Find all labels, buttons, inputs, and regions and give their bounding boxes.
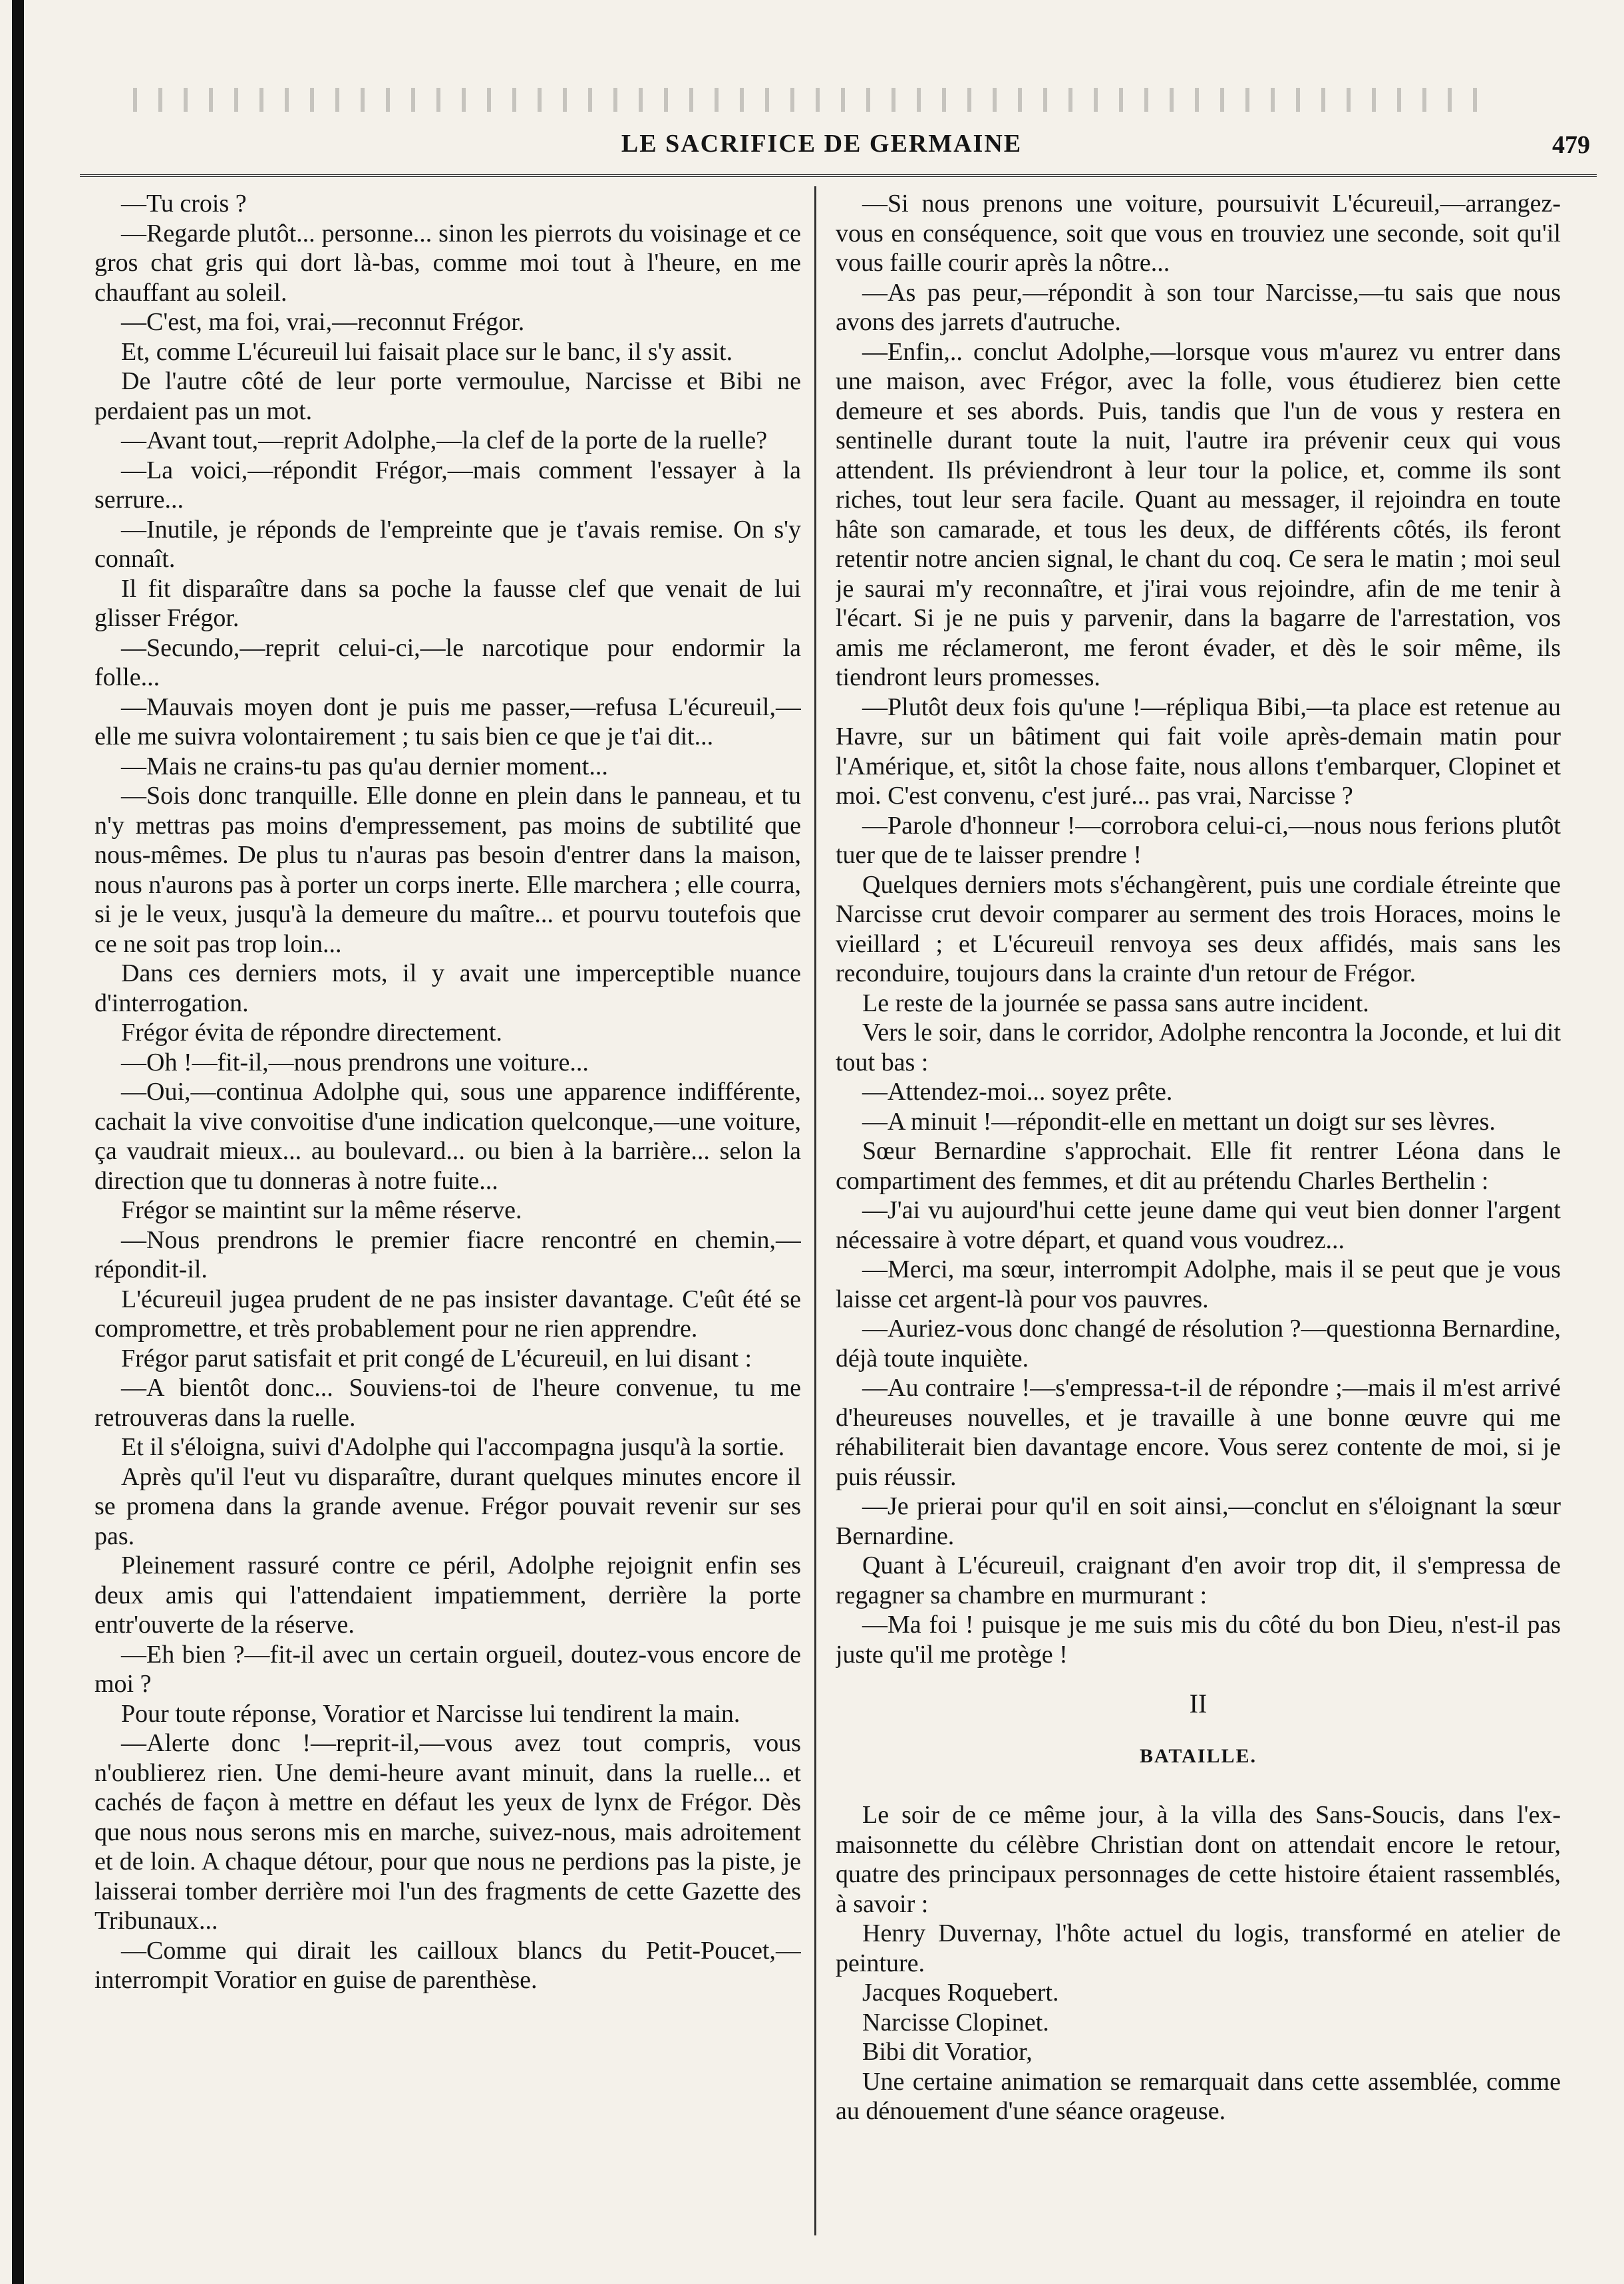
chapter-body bbox=[836, 1800, 1561, 1978]
paragraph: Pour toute réponse, Voratior et Narcisse lui tendirent la main. bbox=[121, 1699, 740, 1728]
paragraph: —Si nous prenons une voiture, poursuivit L'écureuil,—arrangez-vous en conséquence, soit que vous en trouviez une seconde, soit qu'il vous faille courir après la nôtre... bbox=[836, 190, 1561, 277]
paragraph: Jacques Roquebert. bbox=[862, 1979, 1059, 2007]
paragraph: —As pas peur,—répondit à son tour Narcisse,—tu sais que nous avons des jarrets d'autruche. bbox=[836, 278, 1561, 336]
paragraph: Bibi dit Voratior, bbox=[862, 2038, 1033, 2066]
paragraph: —Au contraire !—s'empressa-t-il de répondre ;—mais il m'est arrivé d'heureuses nouvelles, et je travaille à une bonne œuvre qui me réhabiliterait bien davantage encore. Vous serez contente de moi, si je puis réussir. bbox=[836, 1374, 1561, 1491]
paragraph: L'écureuil jugea prudent de ne pas insister davantage. C'eût été se compromettre, et très probablement pour ne rien apprendre. bbox=[94, 1285, 801, 1343]
page-edge-shadow bbox=[12, 0, 24, 2284]
right-column-body bbox=[836, 189, 1561, 1669]
paragraph: —Eh bien ?—fit-il avec un certain orgueil, doutez-vous encore de moi ? bbox=[94, 1640, 801, 1698]
paragraph: Quelques derniers mots s'échangèrent, puis une cordiale étreinte que Narcisse crut devoir comparer au serment des trois Horaces, moins le vieillard ; et L'écureuil renvoya ses deux affidés, mais sans les reconduire, toujours dans la crainte d'un retour de Frégor. bbox=[836, 870, 1561, 987]
paragraph: —Attendez-moi... soyez prête. bbox=[862, 1078, 1173, 1106]
paragraph: —Oh !—fit-il,—nous prendrons une voiture... bbox=[121, 1048, 589, 1076]
paragraph: —Regarde plutôt... personne... sinon les pierrots du voisinage et ce gros chat gris qui dort là-bas, comme moi tout à l'heure, en me chauffant au soleil. bbox=[94, 219, 801, 307]
paragraph: —J'ai vu aujourd'hui cette jeune dame qui veut bien donner l'argent nécessaire à votre départ, et quand vous voudrez... bbox=[836, 1196, 1561, 1254]
paragraph: De l'autre côté de leur porte vermoulue, Narcisse et Bibi ne perdaient pas un mot. bbox=[94, 367, 801, 425]
paragraph: —Nous prendrons le premier fiacre rencontré en chemin,—répondit-il. bbox=[94, 1225, 801, 1283]
paragraph: —Sois donc tranquille. Elle donne en plein dans le panneau, et tu n'y mettras pas moins d'empressement, pas moins de subtilité que nous-mêmes. De plus tu n'auras pas besoin d'entrer dans la maison, nous n'aurons pas à porter un corps inerte. Elle marchera ; elle courra, si je le veux, jusqu'à la demeure du maître... et pourvu toutefois que ce ne soit pas trop loin... bbox=[94, 782, 801, 958]
page-number: 479 bbox=[1552, 131, 1590, 159]
paragraph: Henry Duvernay, l'hôte actuel du logis, transformé en atelier de peinture. bbox=[836, 1919, 1561, 1977]
closing-paragraph: Une certaine animation se remarquait dans cette assemblée, comme au dénouement d'une séance orageuse. bbox=[836, 2067, 1561, 2125]
paragraph: —Auriez-vous donc changé de résolution ?—questionna Bernardine, déjà toute inquiète. bbox=[836, 1315, 1561, 1373]
paragraph: Il fit disparaître dans sa poche la fausse clef que venait de lui glisser Frégor. bbox=[94, 574, 801, 632]
character-list bbox=[836, 1978, 1561, 2067]
paragraph: Le reste de la journée se passa sans autre incident. bbox=[862, 989, 1369, 1017]
paragraph: —La voici,—répondit Frégor,—mais comment l'essayer à la serrure... bbox=[94, 456, 801, 514]
paragraph: —Enfin,.. conclut Adolphe,—lorsque vous m'aurez vu entrer dans une maison, avec Frégor, avec la folle, vous étudierez bien cette demeure et ses abords. Puis, tandis que l'un de vous y restera en sentinelle durant toute la nuit, l'autre ira prévenir ceux qui vous attendent. Ils préviendront à leur tour la police, et, comme ils sont riches, tout leur sera facile. Quant au messager, il rejoindra en toute hâte son camarade, et tous les deux, de différents côtés, ils feront retentir notre ancien signal, le chant du coq. Ce sera le matin ; moi seul je saurai m'y reconnaître, et j'irai vous rejoindre, afin de me tenir à l'écart. Si je ne puis y parvenir, dans la bagarre de l'arrestation, vos amis me réclameront, me feront évader, et dès le soir même, ils tiendront leurs promesses. bbox=[836, 337, 1561, 691]
paragraph: Le soir de ce même jour, à la villa des Sans-Soucis, dans l'ex-maisonnette du célèbre Christian dont on attendait encore le retour, quatre des principaux personnages de cette histoire étaient rassemblés, à savoir : bbox=[836, 1801, 1561, 1918]
paragraph: Frégor évita de répondre directement. bbox=[121, 1019, 502, 1047]
paragraph: —Parole d'honneur !—corrobora celui-ci,—nous nous ferions plutôt tuer que de te laisser prendre ! bbox=[836, 811, 1561, 869]
paragraph: —A minuit !—répondit-elle en mettant un doigt sur ses lèvres. bbox=[862, 1107, 1496, 1136]
paragraph: Sœur Bernardine s'approchait. Elle fit rentrer Léona dans le compartiment des femmes, et dit au prétendu Charles Berthelin : bbox=[836, 1137, 1561, 1195]
paragraph: —A bientôt donc... Souviens-toi de l'heure convenue, tu me retrouveras dans la ruelle. bbox=[94, 1374, 801, 1432]
paragraph: Après qu'il l'eut vu disparaître, durant quelques minutes encore il se promena dans la grande avenue. Frégor pouvait revenir sur ses pas. bbox=[94, 1462, 801, 1550]
paragraph: Et il s'éloigna, suivi d'Adolphe qui l'accompagna jusqu'à la sortie. bbox=[121, 1433, 785, 1461]
paragraph: Frégor se maintint sur la même réserve. bbox=[121, 1196, 522, 1224]
paragraph: —Alerte donc !—reprit-il,—vous avez tout compris, vous n'oublierez rien. Une demi-heure avant minuit, dans la ruelle... et cachés de façon à mettre en défaut les yeux de lynx de Frégor. Dès que nous nous serons mis en marche, suivez-nous, mais adroitement et de loin. A chaque détour, pour que nous ne perdions pas la piste, je laisserai tomber derrière moi l'un des fragments de cette Gazette des Tribunaux... bbox=[94, 1729, 801, 1935]
right-column bbox=[836, 189, 1561, 2258]
paragraph: Narcisse Clopinet. bbox=[862, 2008, 1049, 2037]
chapter-title: BATAILLE. bbox=[1139, 1744, 1257, 1767]
chapter-number: II bbox=[1189, 1689, 1208, 1718]
column-divider bbox=[814, 186, 816, 2235]
paragraph: —Secundo,—reprit celui-ci,—le narcotique pour endormir la folle... bbox=[94, 633, 801, 691]
paragraph: Et, comme L'écureuil lui faisait place sur le banc, il s'y assit. bbox=[121, 337, 733, 366]
paragraph: —Mauvais moyen dont je puis me passer,—refusa L'écureuil,—elle me suivra volontairement ; tu sais bien ce que je t'ai dit... bbox=[94, 693, 801, 750]
running-title: LE SACRIFICE DE GERMAINE bbox=[621, 130, 1023, 158]
paragraph: —Tu crois ? bbox=[121, 190, 247, 218]
bleed-through-smudge bbox=[133, 88, 1497, 112]
paragraph: Vers le soir, dans le corridor, Adolphe rencontra la Joconde, et lui dit tout bas : bbox=[836, 1019, 1561, 1076]
paragraph: —C'est, ma foi, vrai,—reconnut Frégor. bbox=[121, 308, 525, 336]
paragraph: —Plutôt deux fois qu'une !—répliqua Bibi,—ta place est retenue au Havre, sur un bâtiment qui fait voile après-demain matin pour l'Amérique, et, sitôt la chose faite, nous allons t'embarquer, Clopinet et moi. C'est convenu, c'est juré... pas vrai, Narcisse ? bbox=[836, 693, 1561, 810]
paragraph: —Merci, ma sœur, interrompit Adolphe, mais il se peut que je vous laisse cet argent-là pour vos pauvres. bbox=[836, 1255, 1561, 1313]
paragraph: —Oui,—continua Adolphe qui, sous une apparence indifférente, cachait la vive convoitise d'une indication quelconque,—une voiture, ça vaudrait mieux... au boulevard... ou bien à la barrière... selon la direction que tu donneras à notre fuite... bbox=[94, 1078, 801, 1195]
paragraph: Dans ces derniers mots, il y avait une imperceptible nuance d'interrogation. bbox=[94, 959, 801, 1017]
running-header bbox=[40, 125, 1603, 168]
paragraph: —Je prierai pour qu'il en soit ainsi,—conclut en s'éloignant la sœur Bernardine. bbox=[836, 1492, 1561, 1550]
paragraph: Frégor parut satisfait et prit congé de L'écureuil, en lui disant : bbox=[121, 1344, 752, 1373]
paragraph: —Ma foi ! puisque je me suis mis du côté du bon Dieu, n'est-il pas juste qu'il me protège ! bbox=[836, 1611, 1561, 1669]
left-column bbox=[94, 189, 801, 2258]
paragraph: —Mais ne crains-tu pas qu'au dernier moment... bbox=[121, 752, 608, 780]
paragraph: —Comme qui dirait les cailloux blancs du Petit-Poucet,—interrompit Voratior en guise de parenthèse. bbox=[94, 1936, 801, 1994]
paragraph: Pleinement rassuré contre ce péril, Adolphe rejoignit enfin ses deux amis qui l'attendaient impatiemment, derrière la porte entr'ouverte de la réserve. bbox=[94, 1551, 801, 1639]
paragraph: —Inutile, je réponds de l'empreinte que je t'avais remise. On s'y connaît. bbox=[94, 515, 801, 573]
header-rule bbox=[80, 174, 1597, 180]
paragraph: Quant à L'écureuil, craignant d'en avoir trop dit, il s'empressa de regagner sa chambre en murmurant : bbox=[836, 1551, 1561, 1609]
paragraph: —Avant tout,—reprit Adolphe,—la clef de la porte de la ruelle? bbox=[121, 426, 768, 454]
